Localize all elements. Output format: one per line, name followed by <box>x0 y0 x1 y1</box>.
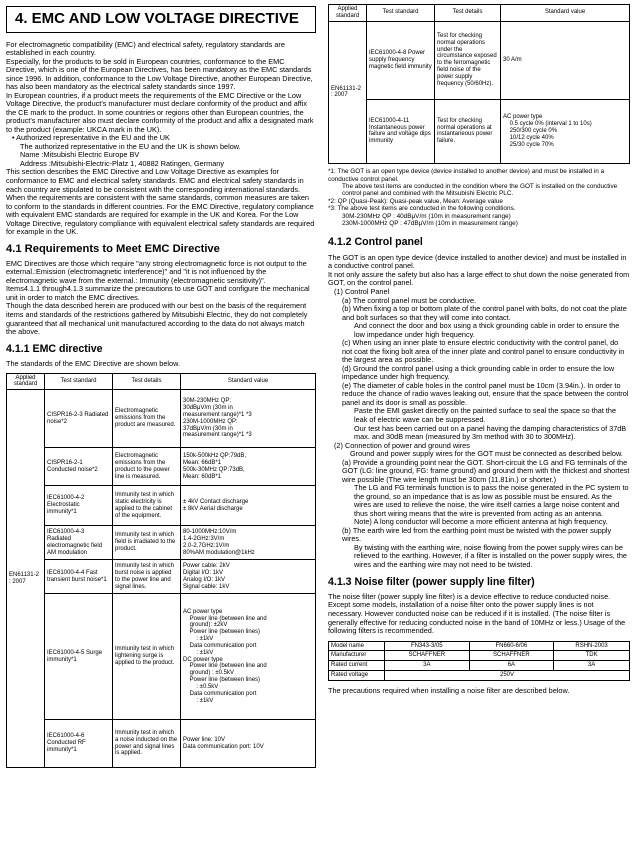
list-item-text: By twisting with the earthing wire, noise flowing from the power supply wires can be relieved to the earthing. However, if a filter is installed on the power supply wires, the wires and the earthing wire may not need to be twisted. <box>354 542 627 569</box>
footnote: The above test items are conducted in the condition where the GOT is installed on the conductive control panel and combined with the Mitsubishi Electric PLC. <box>342 182 618 198</box>
applied-standard-cell: EN61131-2 : 2007 <box>329 21 367 163</box>
list-item: (e) The diameter of cable holes in the control panel must be 10cm (3.94in.). In order to reduce the chance of radio waves leaking out, ensure that the space between the control panel and its door is small as possible. <box>342 380 629 407</box>
representative-text: The authorized representative in the EU and the UK is shown below. <box>20 141 241 151</box>
test-details-cell: Immunity test in which static electricity is applied to the cabinet of the equipment. <box>113 486 181 526</box>
section-heading-4-1-3: 4.1.3 Noise filter (power supply line filter) <box>328 575 535 588</box>
standard-value-cell: 30M-230MHz QP: 30dBμV/m (30m in measurement range)*1 *3 230M-1000MHz QP: 37dBμV/m (30m in measurement range)*1 *3 <box>181 390 316 448</box>
test-details-cell: Immunity test in which field is irradiated to the product. <box>113 526 181 560</box>
noise-filter-table <box>328 641 630 681</box>
table-row <box>7 390 316 448</box>
section-heading-4-1-2: 4.1.2 Control panel <box>328 236 423 249</box>
standard-value-cell: AC power type Power line (between line and ground): ±2kV Power line (between lines) : ±1kV Data communication port : ±1kV DC power type Power line (between line and ground) : ±0.5kV Power line (between lines) : ±0.5kV Data communication port : ±1kV <box>181 594 316 720</box>
table-header-row <box>329 5 630 22</box>
table-row <box>329 21 630 99</box>
column-header: Standard value <box>181 373 316 390</box>
section-heading-4-1-1: 4.1.1 EMC directive <box>6 342 103 355</box>
table-row <box>329 641 630 651</box>
column-header: Applied standard <box>329 5 367 22</box>
section-heading-4-1: 4.1 Requirements to Meet EMC Directive <box>6 242 220 255</box>
list-item-text: Ground and power supply wires for the GOT must be connected as described below. <box>350 449 623 459</box>
representative-name: Name :Mitsubishi Electric Europe BV <box>20 150 140 160</box>
intro-paragraph: For electromagnetic compatibility (EMC) and electrical safety, regulatory standards are established in each country. <box>6 39 285 58</box>
table-cell: 6A <box>469 661 554 671</box>
column-header: Test standard <box>45 373 113 390</box>
table-cell: SCHAFFNER <box>469 651 554 661</box>
column-header: Standard value <box>501 5 630 22</box>
standard-value-cell: AC power type 0.5 cycle 0% (interval 1 to 10s) 250/300 cycle 0% 10/12 cycle 40% 25/30 cycle 70% <box>501 99 630 163</box>
footnote: *2: QP (Quasi-Peak): Quasi-peak value, Mean: Average value <box>328 197 503 205</box>
representative-address: Address :Mitsubishi-Electric-Platz 1, 40882 Ratingen, Germany <box>20 158 224 168</box>
table-row <box>7 526 316 560</box>
body-paragraph: Though the data described herein are produced with our best on the basis of the requirement items and standards of the restrictions gathered by Mitsubishi Electric, they do not completely guaranteed that all mechanical unit manufactured according to the data do not always match the above. <box>6 301 308 337</box>
body-paragraph: The GOT is an open type device (device installed to another device) and must be installed in a conductive control panel. <box>328 252 627 271</box>
row-header: Model name <box>329 641 385 651</box>
footnote: *3: The above test items are conducted in the following conditions. <box>328 205 516 213</box>
test-standard-cell: IEC61000-4-8 Power supply frequency magnetic field immunity <box>367 21 435 99</box>
body-paragraph: It not only assure the safety but also has a large effect to shut down the noise generated from GOT, on the control panel. <box>328 269 630 288</box>
column-header: Test details <box>113 373 181 390</box>
test-details-cell: Electromagnetic emissions from the product are measured. <box>113 390 181 448</box>
table-row <box>329 651 630 661</box>
list-item: (d) Ground the control panel using a thick grounding cable in order to ensure the low impedance under high frequency. <box>342 363 615 382</box>
test-details-cell: Test for checking normal operations at instantaneous power failure. <box>435 99 501 163</box>
row-header: Manufacturer <box>329 651 385 661</box>
table-row <box>7 560 316 594</box>
table-cell: FN343-3/05 <box>385 641 470 651</box>
row-header: Rated current <box>329 661 385 671</box>
test-standard-cell: CISPR16-2-1 Conducted noise*2 <box>45 448 113 486</box>
emc-standards-table <box>6 373 316 769</box>
standard-value-cell: 150k-500kHz QP:79dB, Mean: 66dB*1 500k-30MHz QP:73dB, Mean: 60dB*1 <box>181 448 316 486</box>
table-cell: TDK <box>554 651 630 661</box>
test-details-cell: Test for checking normal operations under the circumstance exposed to the ferromagnetic field noise of the power supply frequency (50/60Hz). <box>435 21 501 99</box>
standard-value-cell: 80-1000MHz:10V/m 1.4-2GHz:3V/m 2.0-2.7GHz:1V/m 80%AM modulation@1kHz <box>181 526 316 560</box>
table-row <box>329 661 630 671</box>
left-column <box>6 6 316 768</box>
table-row <box>7 594 316 720</box>
table-header-row <box>7 373 316 390</box>
table-cell: RSHN-2003 <box>554 641 630 651</box>
standard-value-cell: Power line: 10V Data communication port: 10V <box>181 720 316 768</box>
body-paragraph: The precautions required when installing a noise filter are described below. <box>328 685 570 695</box>
right-column <box>328 4 630 695</box>
column-header: Test details <box>435 5 501 22</box>
intro-paragraph: This section describes the EMC Directive and Low Voltage Directive as examples for conformance to EMC and electrical safety standards. EMC and electrical safety standards in each country are stipulated to be consistent with the corresponding international standards. When the requirements are consistent with the same standards, common measures are taken to conform to the standards in different countries. For the EMC Directive, regulatory compliance with equivalent EMC standards are required for example in the UK and Korea. For the Low Voltage Directive, regulatory compliance with equivalent electrical safety standards are required for example in the UK. <box>6 167 315 237</box>
intro-paragraph: Especially, for the products to be sold in European countries, conformance to the EMC Directive, which is one of the European Directives, has been mandatory as the EMC standards since 1996. In addition, conformance to the Low Voltage Directive, another European Directive, has also been mandatory as the electrical safety standards since 1997. <box>6 56 313 92</box>
table-cell: FN660-6/06 <box>469 641 554 651</box>
representative-bullet: • Authorized representative in the EU and the UK <box>12 133 170 143</box>
table-cell: 250V <box>385 671 630 681</box>
list-item-text: And connect the door and box using a thick grounding cable in order to ensure the low impedance under high frequency. <box>354 321 620 339</box>
test-standard-cell: CISPR16-2-3 Radiated noise*2 <box>45 390 113 448</box>
table-cell: 3A <box>385 661 470 671</box>
applied-standard-cell: EN61131-2 : 2007 <box>7 390 45 768</box>
list-item-text: The LG and FG terminals function is to pass the noise generated in the PC system to the ground, so an impedance that is as low as possible must be ensured. As the wires are used to relieve the noise, the wire itself carries a large noise content and thus short wiring means that the wire is prevented from acting as an antenna. <box>354 483 629 518</box>
table-row <box>7 448 316 486</box>
footnote: 230M-1000MHz QP : 47dBμV/m (10m in measurement range) <box>342 220 518 228</box>
list-item: (c) When using an inner plate to ensure electric conductivity with the control panel, do not coat the fixing bolt area of the inner plate and control panel to ensure conductivity in the largest area as possible. <box>342 338 625 365</box>
standard-value-cell: ± 4kV Contact discharge ± 8kV Aerial discharge <box>181 486 316 526</box>
test-details-cell: Immunity test in which lightening surge is applied to the product. <box>113 594 181 720</box>
body-paragraph: Items4.1.1 through4.1.3 summarize the precautions to use GOT and configure the mechanical unit in order to match the EMC directives. <box>6 284 310 302</box>
test-standard-cell: IEC61000-4-3 Radiated electromagnetic field AM modulation <box>45 526 113 560</box>
table-footnotes <box>328 168 630 227</box>
standard-value-cell: 30 A/m <box>501 21 630 99</box>
list-item: (b) The earth wire led from the earthing point must be twisted with the power supply wires. <box>342 525 612 544</box>
table-row <box>329 671 630 681</box>
list-item: (a) Provide a grounding point near the GOT. Short-circuit the LG and FG terminals of the GOT (LG: line ground, FG: frame ground) and ground them with the thickest and shortest wire possible (The wire length must be 30cm (11.81in.) or shorter.) <box>342 457 630 484</box>
table-row <box>7 486 316 526</box>
emc-standards-table-continued <box>328 4 630 164</box>
list-heading: (2) Connection of power and ground wires <box>334 440 470 450</box>
column-header: Test standard <box>367 5 435 22</box>
list-item: (a) The control panel must be conductive. <box>342 295 477 305</box>
table-row <box>329 99 630 163</box>
column-header: Applied standard <box>7 373 45 390</box>
test-standard-cell: IEC61000-4-11 Instantaneous power failure and voltage dips immunity <box>367 99 435 163</box>
table-row <box>7 720 316 768</box>
test-details-cell: Immunity test in which a noise inducted on the power and signal lines is applied. <box>113 720 181 768</box>
body-paragraph: EMC Directives are those which require "any strong electromagnetic force is not output to the external.:Emission (electromagnetic interference)" and "it is not influenced by the electromagnetic wave from the external.: Immunity (electromagnetic sensitivity)". <box>6 258 307 285</box>
chapter-title: 4. EMC AND LOW VOLTAGE DIRECTIVE <box>6 6 316 33</box>
test-standard-cell: IEC61000-4-6 Conducted RF immunity*1 <box>45 720 113 768</box>
test-details-cell: Electromagnetic emissions from the product to the power line is measured. <box>113 448 181 486</box>
test-standard-cell: IEC61000-4-4 Fast transient burst noise*1 <box>45 560 113 594</box>
test-standard-cell: IEC61000-4-5 Surge immunity*1 <box>45 594 113 720</box>
footnote: 30M-230MHz QP : 40dBμV/m (10m in measurement range) <box>342 212 511 220</box>
list-heading: (1) Control Panel <box>334 287 390 296</box>
row-header: Rated voltage <box>329 671 385 681</box>
test-standard-cell: IEC61000-4-2 Electrostatic immunity*1 <box>45 486 113 526</box>
list-item-text: Note) A long conductor will become a more efficient antenna at high frequency. <box>354 517 608 527</box>
list-item-text: Paste the EMI gasket directly on the painted surface to seal the space so that the leak of electric wave can be suppressed. <box>354 406 617 424</box>
list-item: (b) When fixing a top or bottom plate of the control panel with bolts, do not coat the plate and bolt surfaces so that they will come into contact. <box>342 304 627 322</box>
test-details-cell: Immunity test in which burst noise is applied to the power line and signal lines. <box>113 560 181 594</box>
standard-value-cell: Power cable: 2kV Digital I/O: 1kV Analog I/O: 1kV Signal cable: 1kV <box>181 560 316 594</box>
body-paragraph: The noise filter (power supply line filter) is a device effective to reduce conducted noise. Except some models, installation of a noise filter onto the power supply lines is not necessary. However conducted noise can be reduced if it is installed. (The noise filter is generally effective for reducing conducted noise in the band of 10MHz or less.) Usage of the following filters is recommended. <box>328 591 626 636</box>
list-item-text: Our test has been carried out on a panel having the damping characteristics of 37dB max. and 30dB mean (measured by 3m method with 30 to 300MHz). <box>354 423 627 442</box>
intro-paragraph: In European countries, if a product meets the requirements of the EMC Directive or the Low Voltage Directive, the product's manufacturer must declare conformity of the product and affix the CE mark to the product. In some countries or regions other than European countries, the product's manufacturer also must declare conformity of the product and affix a designated mark to the product (example: UKCA mark in the UK). <box>6 90 314 134</box>
table-cell: 3A <box>554 661 630 671</box>
table-cell: SCHAFFNER <box>385 651 470 661</box>
footnote: *1: The GOT is an open type device (device installed to another device) and must be installed in a conductive control panel. <box>328 168 605 183</box>
body-paragraph: The standards of the EMC Directive are shown below. <box>6 358 180 368</box>
